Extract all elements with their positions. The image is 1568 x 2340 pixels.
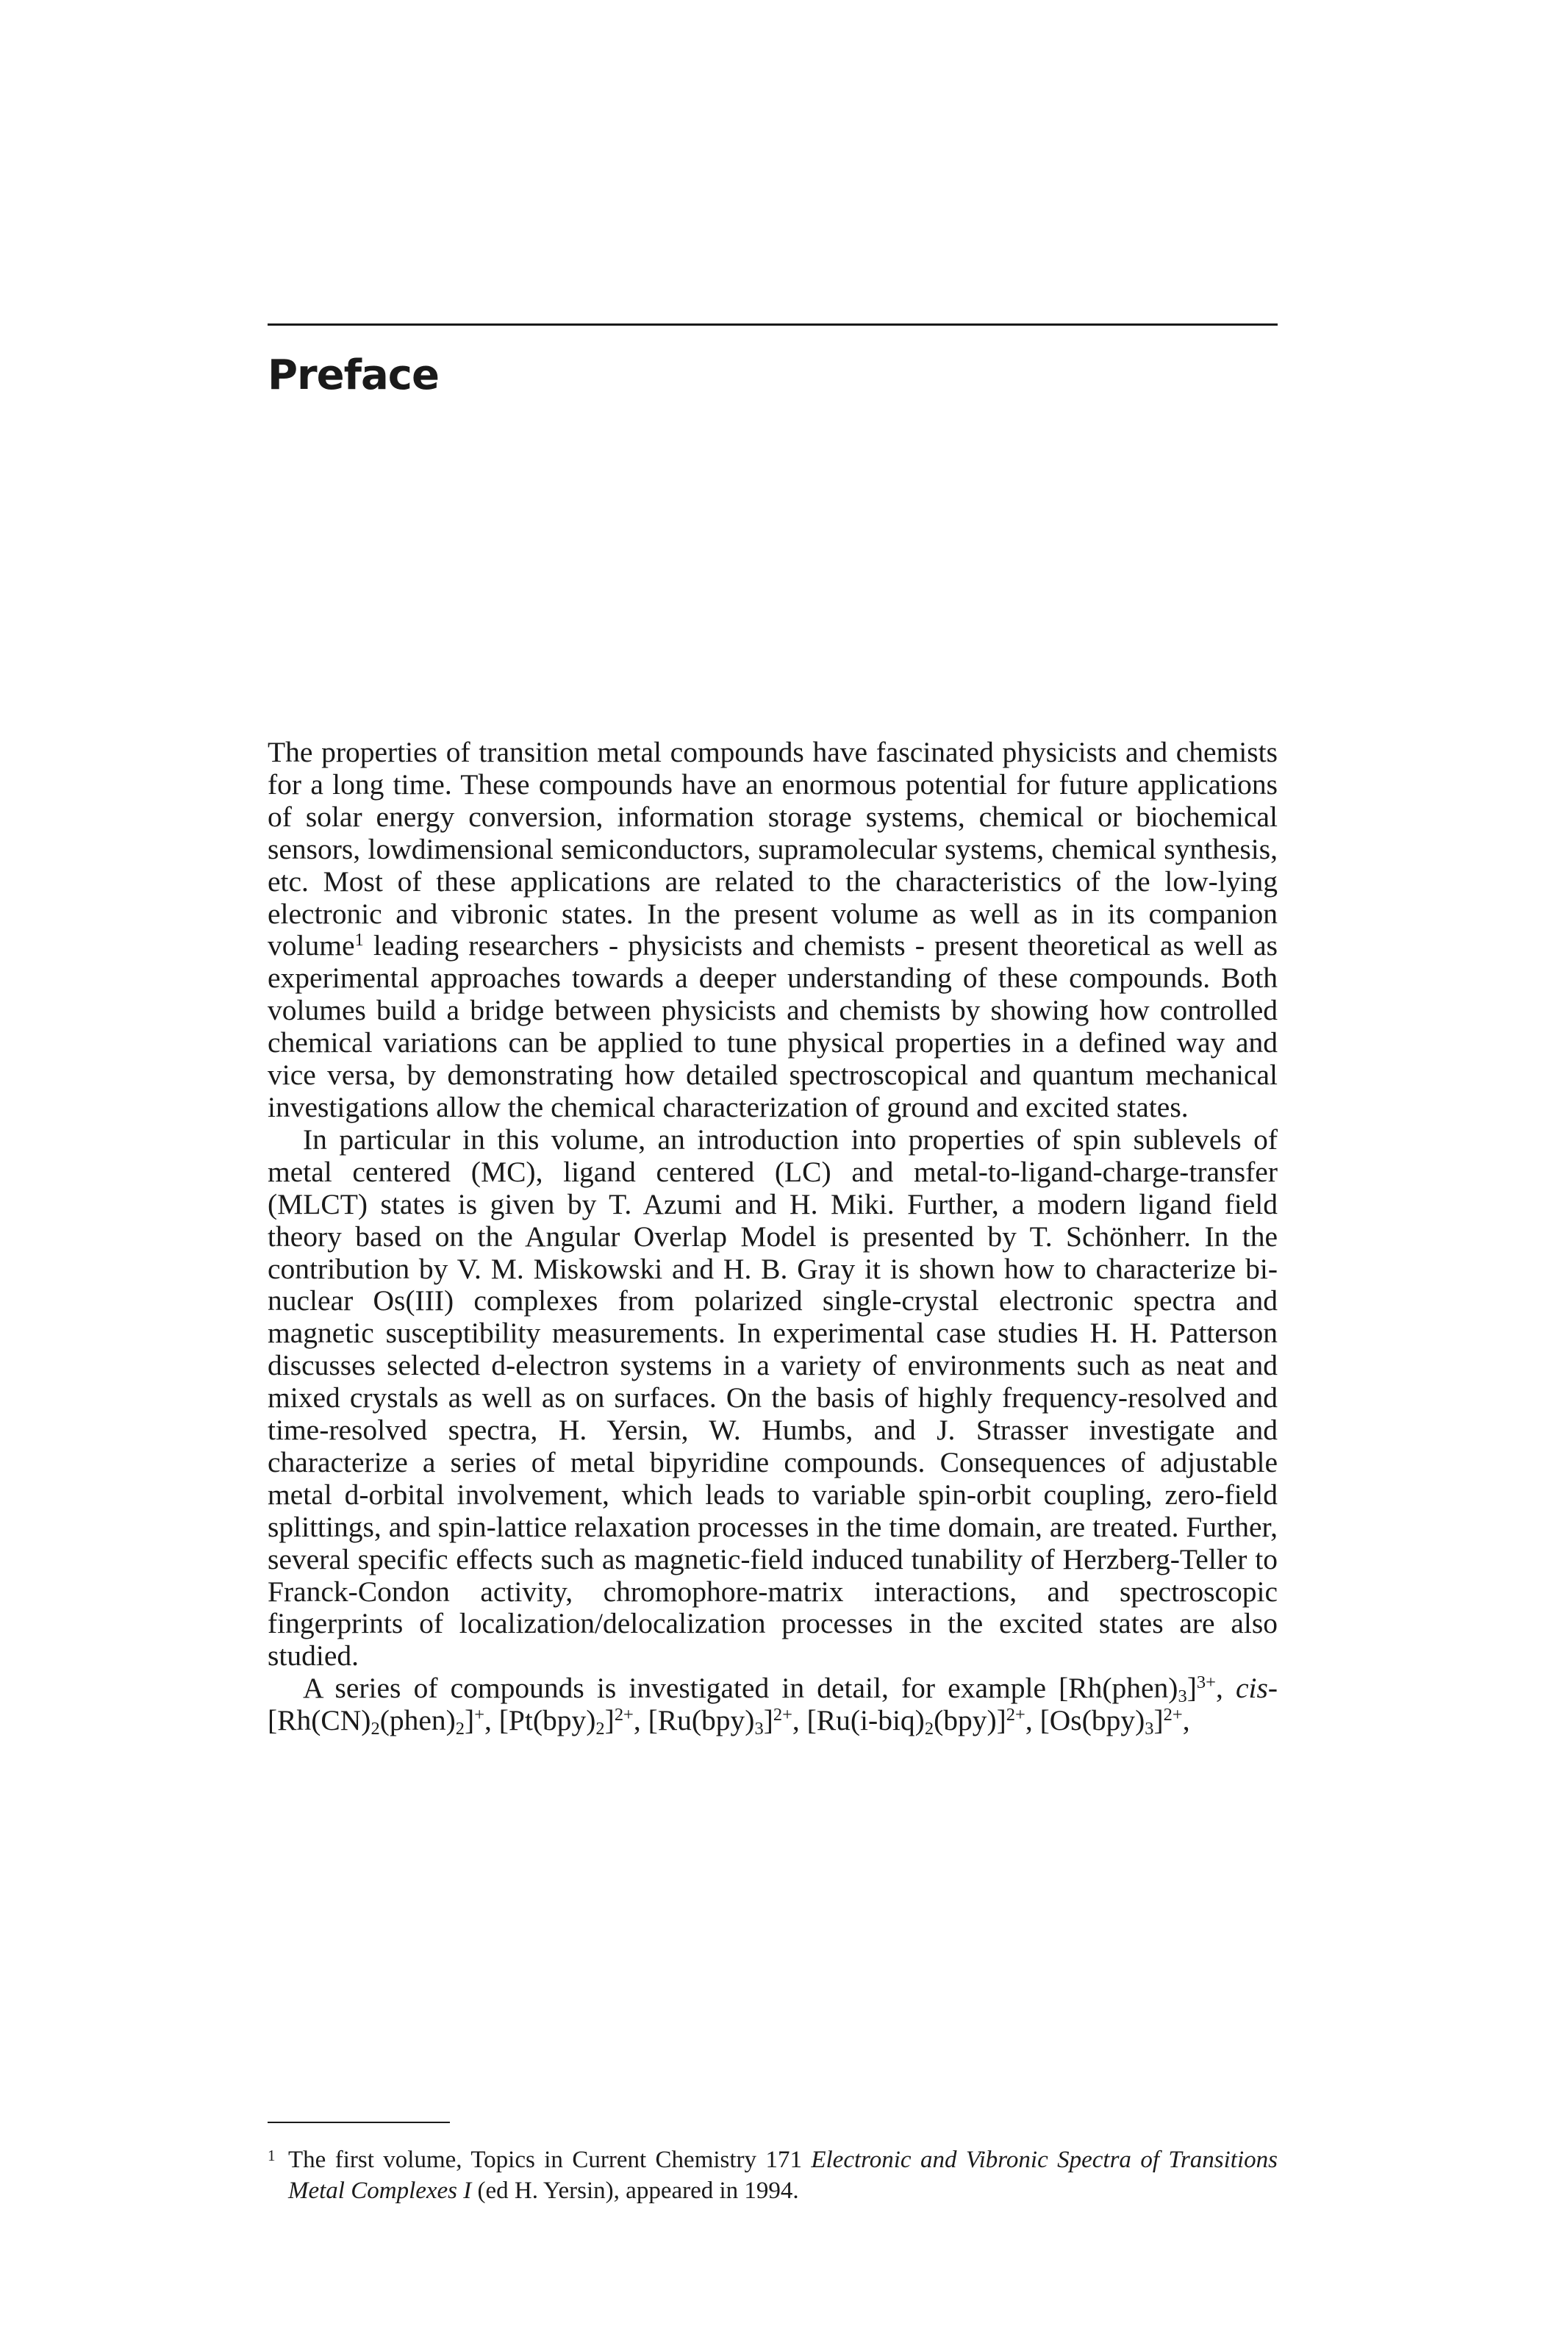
- compound-ru-bpy: $[Ru(bpy)_3]^{2+}$: [648, 1704, 792, 1739]
- paragraph-3: A series of compounds is investigated in detail, for example $[Rh(phen)_3]^{3+}$, cis-$[Rh(CN)_2(phen)_2]^+$, $[Pt(bpy)_2]^{2+}$, $[Ru(bpy)_3]^{2+}$, $[Ru(i-biq)_2(bpy)]^{2+}$, $[Os(bpy)_3]^{2+}$,: [268, 1672, 1278, 1739]
- compound-os-bpy: $[Os(bpy)_3]^{2+}$: [1039, 1704, 1183, 1739]
- compound-pt-bpy: $[Pt(bpy)_2]^{2+}$: [498, 1704, 634, 1739]
- paragraph-1-text-b: leading researchers - physicists and chemists - present theoretical as well as experimental approaches towards a deeper understanding of these compounds. Both volumes build a bridge between physicists and chemists by showing how controlled chemical variations can be applied to tune physical properties in a defined way and vice versa, by demonstrating how detailed spectroscopical and quantum mechanical investigations allow the chemical characterization of ground and excited states.: [268, 929, 1278, 1123]
- chapter-top-rule: [268, 323, 1278, 326]
- footnote-separator: [268, 2122, 450, 2123]
- footnote-text: [288, 2144, 1278, 2206]
- paragraph-3-lead: A series of compounds is investigated in detail, for example: [303, 1672, 1059, 1705]
- compound-rh-phen: $[Rh(phen)_3]^{3+}$: [1059, 1672, 1216, 1707]
- footnote-number: 1: [268, 2147, 276, 2164]
- paragraph-1: [268, 737, 1278, 1124]
- paragraph-1-text-a: The properties of transition metal compounds have fascinated physicists and chemists for a long time. These compounds have an enormous potential for future applications of solar energy conversion, information storage systems, chemical or biochemical sensors, lowdimensional semiconductors, supramolecular systems, chemical synthesis, etc. Most of these applications are related to the characteristics of the low-lying electronic and vibronic states. In the present volume as well as in its companion volume: [268, 736, 1278, 962]
- footnote-lead: The first volume, Topics in Current Chemistry 171: [288, 2147, 812, 2173]
- compound-rh-cn-phen: cis-$[Rh(CN)_2(phen)_2]^+$: [268, 1672, 1278, 1739]
- page-title: Preface: [268, 351, 439, 399]
- paragraph-2: In particular in this volume, an introduction into properties of spin sublevels of metal centered (MC), ligand centered (LC) and metal-to-ligand-charge-transfer (MLCT) states is given by T. Azumi and H. Miki. Further, a modern ligand field theory based on the Angular Overlap Model is presented by T. Schönherr. In the contribution by V. M. Miskowski and H. B. Gray it is shown how to characterize bi-nuclear Os(III) complexes from polarized single-crystal electronic spectra and magnetic susceptibility measurements. In experimental case studies H. H. Patterson discusses selected d-electron systems in a variety of environments such as neat and mixed crystals as well as on surfaces. On the basis of highly frequency-resolved and time-resolved spectra, H. Yersin, W. Humbs, and J. Strasser investigate and characterize a series of metal bipyridine compounds. Consequences of adjustable metal d-orbital involvement, which leads to variable spin-orbit coupling, zero-field splittings, and spin-lattice relaxation processes in the time domain, are treated. Further, several specific effects such as magnetic-field induced tunability of Herzberg-Teller to Franck-Condon activity, chromophore-matrix interactions, and spectroscopic fingerprints of localization/delocalization processes in the excited states are also studied.: [268, 1123, 1278, 1672]
- compound-ru-ibiq-bpy: $[Ru(i-biq)_2(bpy)]^{2+}$: [806, 1704, 1025, 1739]
- footnote-book-title: Electronic and Vibronic Spectra of Transitions Metal Complexes I: [288, 2147, 1278, 2204]
- footnote: [268, 2144, 1278, 2206]
- preface-body: [268, 737, 1278, 1737]
- footnote-reference: 1: [354, 929, 364, 950]
- footnote-tail: (ed H. Yersin), appeared in 1994.: [471, 2178, 799, 2204]
